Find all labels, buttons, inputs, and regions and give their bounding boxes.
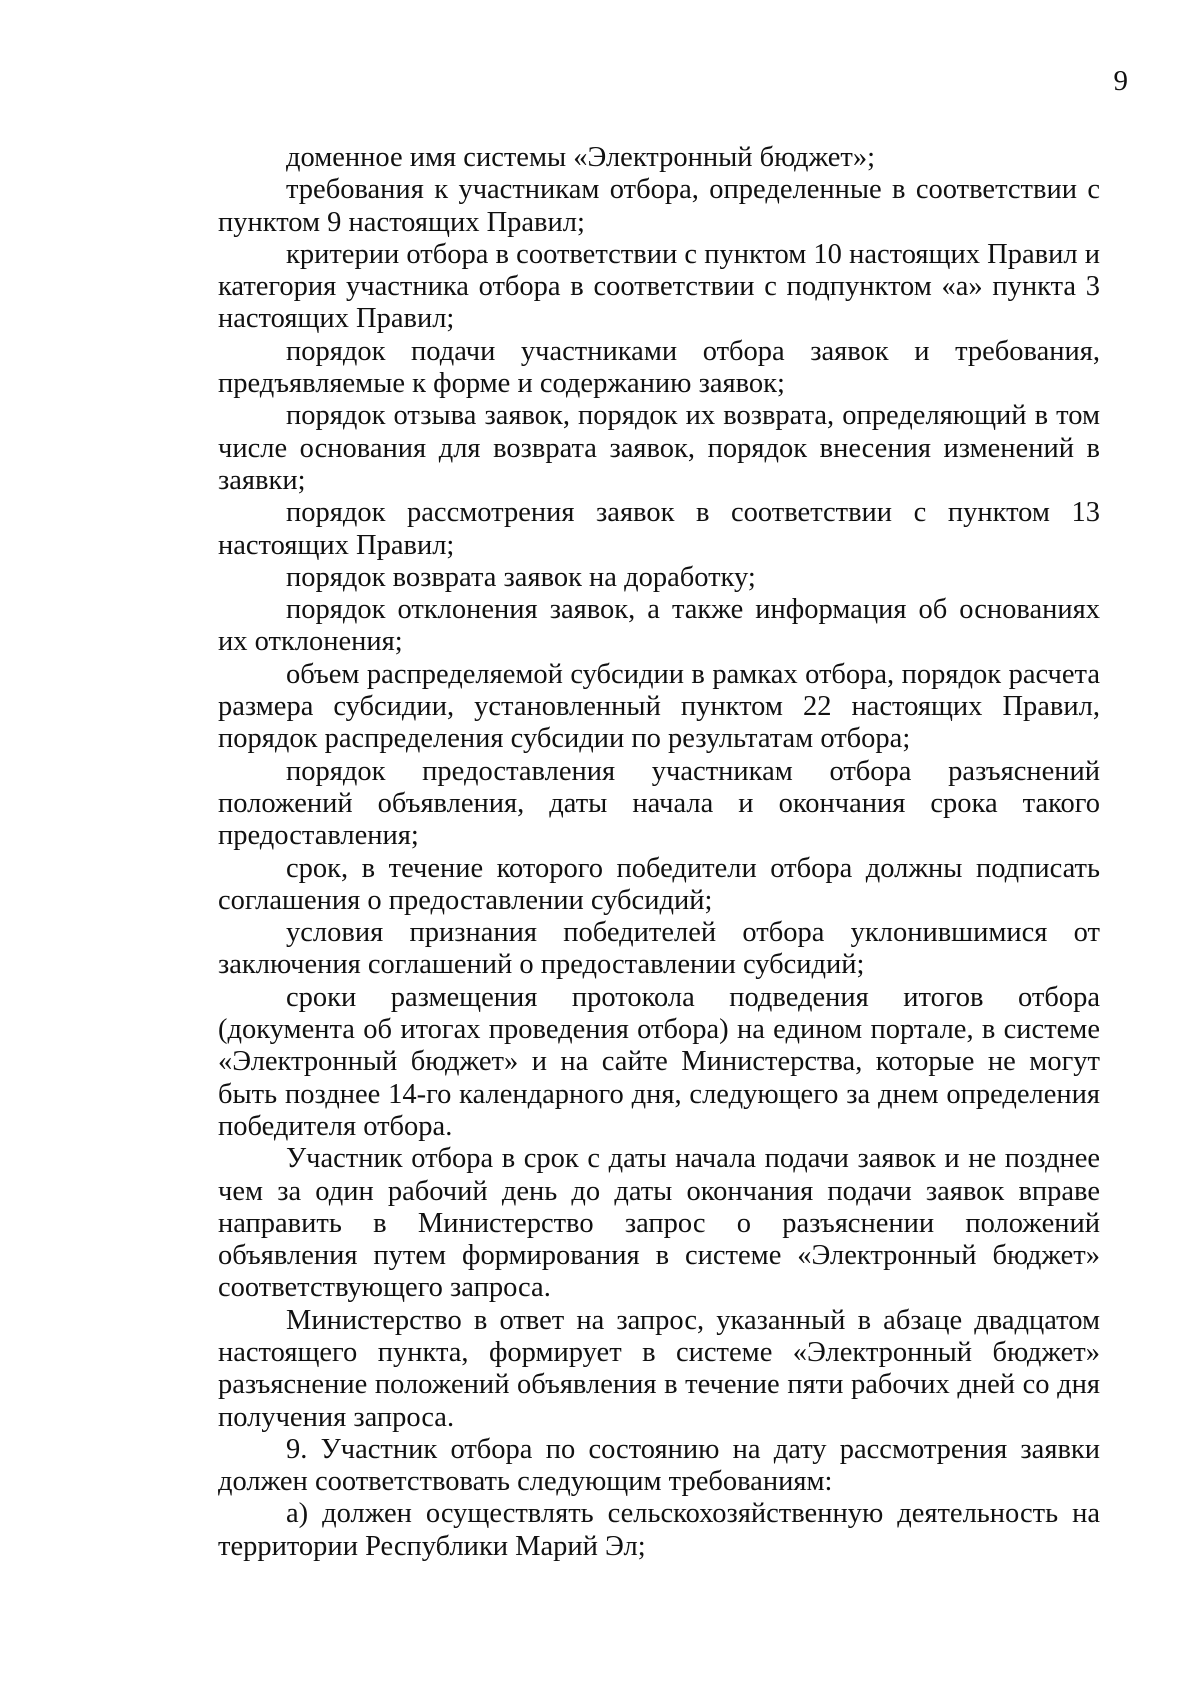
paragraph-application-rejection: порядок отклонения заявок, а также информация об основаниях их отклонения;	[218, 594, 1100, 658]
page-number: 9	[1113, 65, 1128, 97]
paragraph-application-withdrawal: порядок отзыва заявок, порядок их возврата, определяющий в том числе основания для возврата заявок, порядок внесения изменений в заявки;	[218, 400, 1100, 496]
paragraph-subsidy-volume: объем распределяемой субсидии в рамках отбора, порядок расчета размера субсидии, установленный пунктом 22 настоящих Правил, порядок распределения субсидии по результатам отбора;	[218, 658, 1100, 755]
paragraph-participant-requirements: требования к участникам отбора, определенные в соответствии с пунктом 9 настоящих Правил;	[218, 174, 1100, 238]
paragraph-ministry-response: Министерство в ответ на запрос, указанный в абзаце двадцатом настоящего пункта, формирует в системе «Электронный бюджет» разъяснение положений объявления в течение пяти рабочих дней со дня получения запроса.	[218, 1304, 1100, 1433]
paragraph-domain-name: доменное имя системы «Электронный бюджет»;	[286, 142, 876, 173]
paragraph-signing-deadline: срок, в течение которого победители отбора должны подписать соглашения о предоставлении субсидий;	[218, 852, 1100, 916]
paragraph-protocol-deadlines: сроки размещения протокола подведения итогов отбора (документа об итогах проведения отбора) на едином портале, в системе «Электронный бюджет» и на сайте Министерства, которые не могут быть позднее 14-го календарного дня, следующего за днем определения победителя отбора.	[218, 981, 1100, 1142]
paragraph-application-return: порядок возврата заявок на доработку;	[286, 561, 756, 593]
paragraph-application-review: порядок рассмотрения заявок в соответствии с пунктом 13 настоящих Правил;	[218, 497, 1100, 561]
paragraph-selection-criteria: критерии отбора в соответствии с пунктом 10 настоящих Правил и категория участника отбора в соответствии с подпунктом «а» пункта 3 настоящих Правил;	[218, 238, 1100, 335]
paragraph-section-9: 9. Участник отбора по состоянию на дату рассмотрения заявки должен соответствовать следующим требованиям:	[218, 1433, 1100, 1498]
paragraph-subitem-a: а) должен осуществлять сельскохозяйственную деятельность на территории Республики Марий Эл;	[218, 1498, 1100, 1562]
paragraph-clarification-request: Участник отбора в срок с даты начала подачи заявок и не позднее чем за один рабочий день до даты окончания подачи заявок вправе направить в Министерство запрос о разъяснении положений объявления путем формирования в системе «Электронный бюджет» соответствующего запроса.	[218, 1143, 1100, 1304]
paragraph-evasion-conditions: условия признания победителей отбора уклонившимися от заключения соглашений о предоставлении субсидий;	[218, 917, 1100, 981]
paragraph-clarifications: порядок предоставления участникам отбора разъяснений положений объявления, даты начала и окончания срока такого предоставления;	[218, 755, 1100, 852]
paragraph-application-submission: порядок подачи участниками отбора заявок и требования, предъявляемые к форме и содержанию заявок;	[218, 335, 1100, 400]
document-body	[218, 142, 1100, 1563]
